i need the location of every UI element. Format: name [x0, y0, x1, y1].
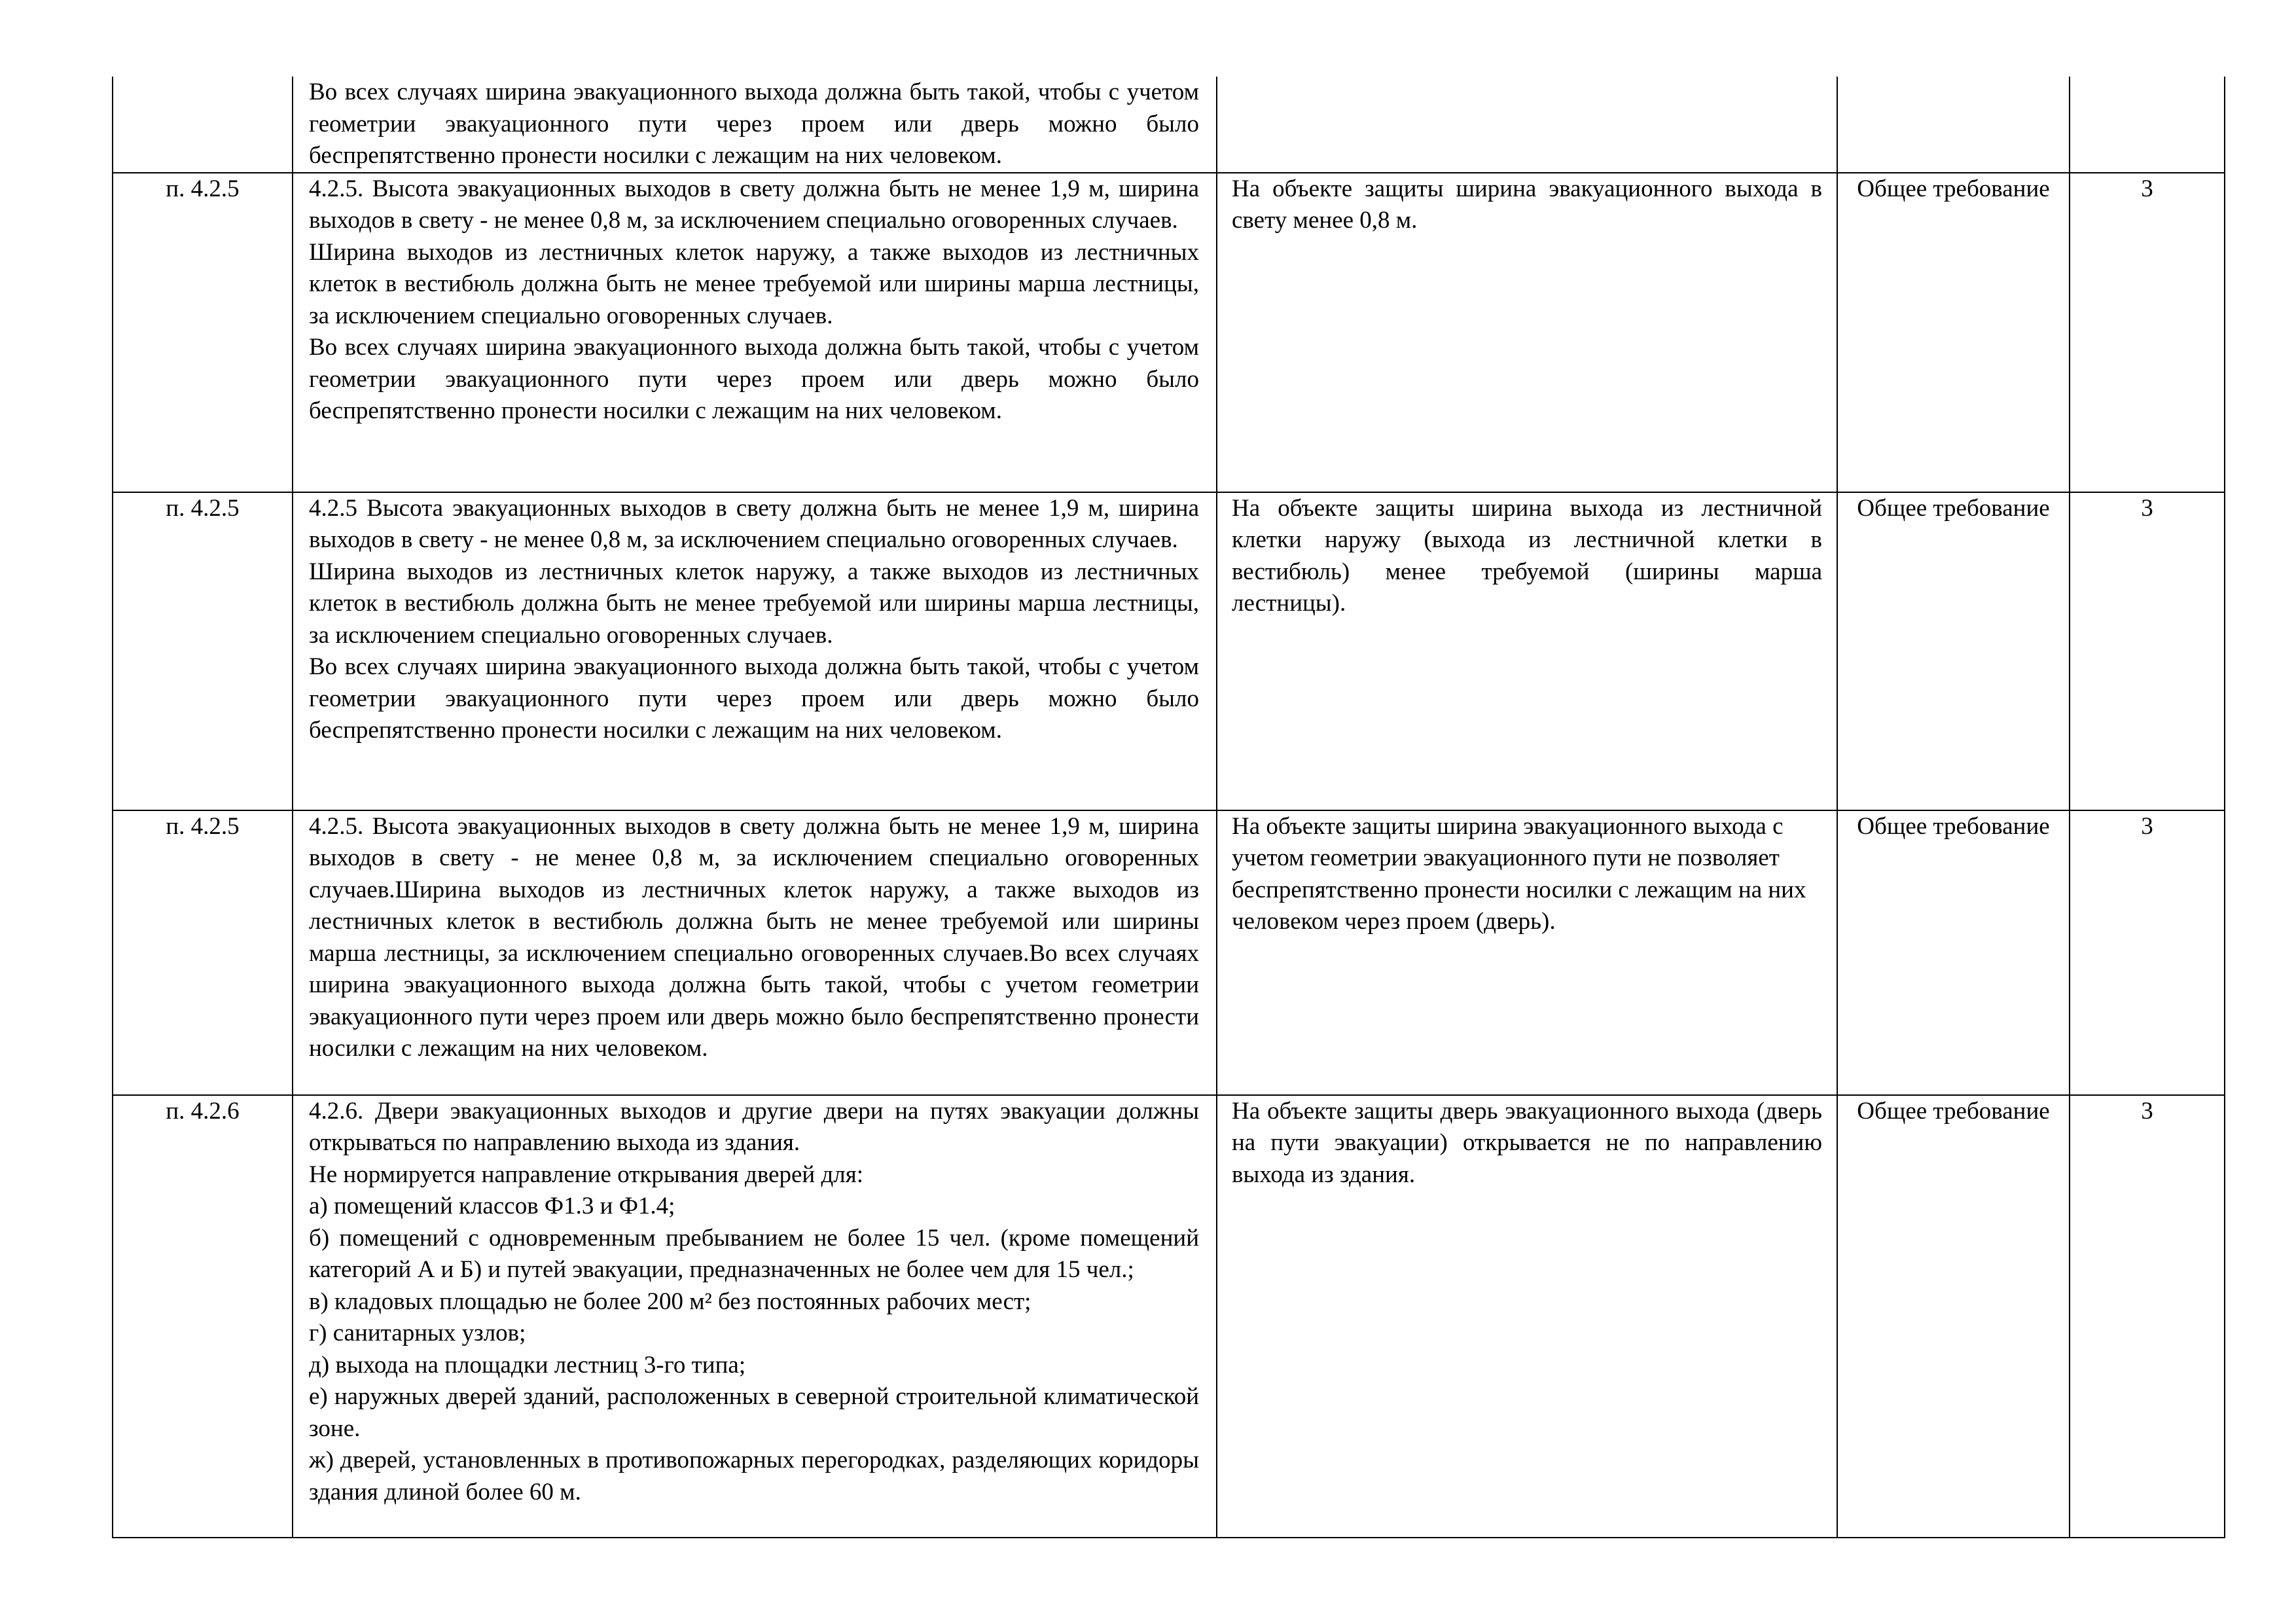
points-text: 3	[2141, 494, 2153, 522]
requirement-cell	[293, 492, 1217, 810]
points-text: 3	[2141, 812, 2153, 840]
requirement-paragraph: е) наружных дверей зданий, расположенных в северной строительной климатической зоне.	[309, 1383, 1199, 1442]
table-row	[113, 810, 2225, 1095]
type-text: Общее требование	[1857, 175, 2050, 202]
type-text: Общее требование	[1857, 494, 2050, 522]
points-cell	[2070, 173, 2225, 492]
requirement-paragraph: д) выхода на площадки лестниц 3-го типа;	[309, 1351, 746, 1379]
requirement-cell	[293, 173, 1217, 492]
requirement-paragraph: Ширина выходов из лестничных клеток наружу, а также выходов из лестничных клеток в вестибюль должна быть не менее требуемой или ширины марша лестницы, за исключением специально оговоренных случаев.	[309, 238, 1199, 329]
violation-cell	[1217, 492, 1837, 810]
requirement-paragraph: в) кладовых площадью не более 200 м² без постоянных рабочих мест;	[309, 1288, 1031, 1315]
ref-text: п. 4.2.5	[166, 812, 240, 840]
requirements-table	[112, 77, 2225, 1538]
requirement-paragraph: 4.2.5. Высота эвакуационных выходов в свету должна быть не менее 1,9 м, ширина выходов в свету - не менее 0,8 м, за исключением специально оговоренных случаев.Ширина выходов из лестничных клеток наружу, а также выходов из лестничных клеток в вестибюль должна быть не менее требуемой или ширины марша лестницы, за исключением специально оговоренных случаев.Во всех случаях ширина эвакуационного выхода должна быть такой, чтобы с учетом геометрии эвакуационного пути через проем или дверь можно было беспрепятственно пронести носилки с лежащим на них человеком.	[309, 812, 1199, 1062]
type-text: Общее требование	[1857, 1097, 2050, 1125]
ref-text: п. 4.2.5	[166, 175, 240, 202]
points-text: 3	[2141, 1097, 2153, 1125]
ref-cell	[113, 77, 293, 173]
type-cell	[1837, 810, 2070, 1095]
requirement-cell	[293, 1095, 1217, 1538]
requirement-paragraph: 4.2.6. Двери эвакуационных выходов и другие двери на путях эвакуации должны открываться по направлению выхода из здания.	[309, 1097, 1199, 1156]
requirement-paragraph: Во всех случаях ширина эвакуационного выхода должна быть такой, чтобы с учетом геометрии эвакуационного пути через проем или дверь можно было беспрепятственно пронести носилки с лежащим на них человеком.	[309, 334, 1199, 424]
violation-cell	[1217, 77, 1837, 173]
violation-cell	[1217, 1095, 1837, 1538]
violation-text: На объекте защиты дверь эвакуационного выхода (дверь на пути эвакуации) открывается не по направлению выхода из здания.	[1232, 1097, 1822, 1188]
requirement-paragraph: а) помещений классов Ф1.3 и Ф1.4;	[309, 1193, 675, 1219]
violation-text: На объекте защиты ширина эвакуационного выхода в свету менее 0,8 м.	[1232, 175, 1822, 234]
points-cell	[2070, 492, 2225, 810]
table-row	[113, 173, 2225, 492]
ref-cell	[113, 1095, 293, 1538]
ref-cell	[113, 492, 293, 810]
requirement-paragraph: Ширина выходов из лестничных клеток наружу, а также выходов из лестничных клеток в вестибюль должна быть не менее требуемой или ширины марша лестницы, за исключением специально оговоренных случаев.	[309, 558, 1199, 649]
requirement-paragraph: Во всех случаях ширина эвакуационного выхода должна быть такой, чтобы с учетом геометрии эвакуационного пути через проем или дверь можно было беспрепятственно пронести носилки с лежащим на них человеком.	[309, 653, 1199, 744]
requirement-paragraph: Во всех случаях ширина эвакуационного выхода должна быть такой, чтобы с учетом геометрии эвакуационного пути через проем или дверь можно было беспрепятственно пронести носилки с лежащим на них человеком.	[309, 79, 1199, 169]
ref-cell	[113, 173, 293, 492]
type-cell	[1837, 1095, 2070, 1538]
requirement-paragraph: б) помещений с одновременным пребыванием не более 15 чел. (кроме помещений категорий А и Б) и путей эвакуации, предназначенных не более чем для 15 чел.;	[309, 1224, 1199, 1283]
requirement-cell	[293, 77, 1217, 173]
requirement-paragraph: Не нормируется направление открывания дверей для:	[309, 1161, 864, 1188]
table-row	[113, 492, 2225, 810]
ref-text: п. 4.2.6	[166, 1097, 240, 1125]
requirement-paragraph: ж) дверей, установленных в противопожарных перегородках, разделяющих коридоры здания длиной более 60 м.	[309, 1447, 1199, 1506]
requirement-cell	[293, 810, 1217, 1095]
requirement-paragraph: 4.2.5 Высота эвакуационных выходов в свету должна быть не менее 1,9 м, ширина выходов в свету - не менее 0,8 м, за исключением специально оговоренных случаев.	[309, 494, 1199, 553]
violation-text: На объекте защиты ширина выхода из лестничной клетки наружу (выхода из лестничной клетки в вестибюль) менее требуемой (ширины марша лестницы).	[1232, 494, 1822, 617]
ref-text: п. 4.2.5	[166, 494, 240, 522]
ref-cell	[113, 810, 293, 1095]
points-text: 3	[2141, 175, 2153, 202]
table-row	[113, 77, 2225, 173]
type-cell	[1837, 492, 2070, 810]
requirement-paragraph: г) санитарных узлов;	[309, 1320, 526, 1346]
violation-cell	[1217, 810, 1837, 1095]
points-cell	[2070, 77, 2225, 173]
requirement-paragraph: 4.2.5. Высота эвакуационных выходов в свету должна быть не менее 1,9 м, ширина выходов в свету - не менее 0,8 м, за исключением специально оговоренных случаев.	[309, 175, 1199, 234]
type-cell	[1837, 173, 2070, 492]
points-cell	[2070, 810, 2225, 1095]
violation-text: На объекте защиты ширина эвакуационного выхода с учетом геометрии эвакуационного пути не позволяет беспрепятственно пронести носилки с лежащим на них человеком через проем (дверь).	[1232, 812, 1806, 935]
type-text: Общее требование	[1857, 812, 2050, 840]
type-cell	[1837, 77, 2070, 173]
table-row	[113, 1095, 2225, 1538]
points-cell	[2070, 1095, 2225, 1538]
violation-cell	[1217, 173, 1837, 492]
